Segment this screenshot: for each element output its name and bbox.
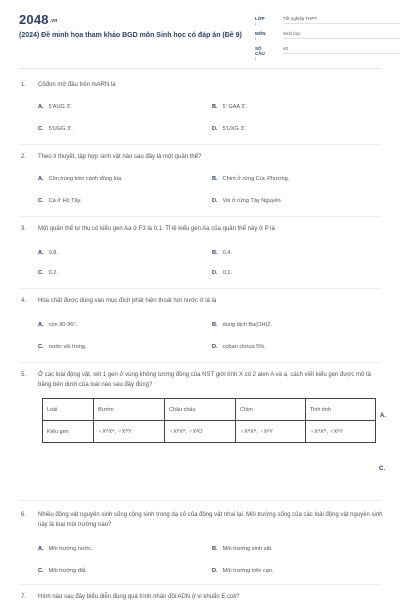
table-row	[43, 421, 376, 443]
table-header-row	[43, 399, 376, 421]
question-stem: Một quần thể tự thụ có kiểu gen Aa ở F3 là 0,1. Tỉ lệ kiểu gen Aa của quần thể này ở P là	[38, 226, 275, 232]
option-text: cồn 90-96°.	[48, 322, 78, 328]
table-cell: ♀XᴬXᴬ, ♂XᵃO	[164, 421, 235, 443]
option-text: 0,2.	[48, 270, 58, 276]
option-letter: B.	[212, 176, 218, 182]
question-number: 6.	[21, 512, 27, 518]
option-letter: A.	[38, 546, 44, 552]
genotype-table	[42, 398, 376, 443]
question-stem: Ở các loài động vật, xét 1 gen ở vùng không tương đồng của NST giới tính X có 2 alen A và a, cách viết kiểu gen được mô tả bảng bên dưới của loài nào sau đây đúng?	[38, 372, 371, 388]
answer-option[interactable]	[212, 568, 274, 574]
question-divider	[19, 362, 381, 363]
option-letter: D.	[212, 270, 218, 276]
logo-suffix: .vn	[49, 17, 58, 24]
option-text: Môi trường đất.	[48, 568, 88, 574]
answer-option[interactable]	[212, 176, 289, 182]
question-stem: Côđon mở đầu trên mARN là	[38, 82, 116, 88]
answer-option[interactable]	[38, 126, 73, 132]
option-text: Môi trường trên cạn.	[222, 568, 274, 574]
answer-option[interactable]	[212, 344, 266, 350]
option-letter: C.	[38, 198, 44, 204]
option-letter: B.	[212, 250, 218, 256]
question-divider	[19, 500, 381, 501]
option-text: Chim ở rừng Cúc Phương.	[222, 176, 290, 182]
answer-option[interactable]	[212, 250, 232, 256]
answer-option[interactable]: C.	[379, 466, 385, 472]
answer-option[interactable]	[212, 322, 272, 328]
answer-option[interactable]	[38, 198, 82, 204]
option-text: Cá ở Hồ Tây.	[48, 198, 82, 204]
table-cell: ♀XᴬXᴬ, ♂XᴬY	[94, 421, 165, 443]
answer-option[interactable]	[212, 198, 282, 204]
meta-count-value: 40	[283, 46, 400, 54]
option-text: 0,4.	[222, 250, 232, 256]
meta-count-label: SỐ CÂU :	[255, 46, 265, 61]
table-header-cell: Chim	[235, 399, 305, 421]
question-number: 2.	[21, 154, 27, 160]
option-letter: D.	[212, 198, 218, 204]
question-number: 4.	[21, 298, 27, 304]
option-text: nước vôi trong.	[48, 344, 87, 350]
answer-option[interactable]	[212, 546, 273, 552]
answer-option[interactable]	[38, 270, 58, 276]
question-number: 3.	[21, 226, 27, 232]
option-letter: C.	[38, 270, 44, 276]
option-letter: C.	[38, 126, 44, 132]
option-text: 0,1.	[222, 270, 232, 276]
table-header-cell: Loài	[43, 399, 94, 421]
option-text: 0,8.	[48, 250, 58, 256]
option-text: 5'AUG 3'.	[48, 104, 73, 110]
table-header-cell: Tinh tinh	[305, 399, 375, 421]
option-letter: D.	[212, 568, 218, 574]
option-text: Môi trường sinh vật.	[222, 546, 273, 552]
option-text: Côn trùng trên cánh đồng lúa.	[48, 176, 123, 182]
answer-option[interactable]: A.	[380, 413, 386, 419]
answer-option[interactable]	[38, 176, 123, 182]
option-letter: C.	[38, 568, 44, 574]
option-letter: A.	[38, 176, 44, 182]
option-letter: B.	[212, 322, 218, 328]
option-letter: B.	[212, 546, 218, 552]
question-divider	[19, 144, 381, 145]
option-letter: D.	[212, 126, 218, 132]
table-header-cell: Bướm	[94, 399, 165, 421]
option-letter: A.	[38, 104, 44, 110]
question-stem: Hóa chất được dùng vào mục đích phát hiện thoát hơi nước ở lá là	[38, 298, 217, 304]
option-letter: B.	[212, 104, 218, 110]
answer-option[interactable]	[38, 344, 86, 350]
option-text: 5' GAA 3'.	[222, 104, 248, 110]
answer-option[interactable]	[38, 546, 93, 552]
answer-option[interactable]	[38, 568, 87, 574]
table-row-label: Kiểu gen	[43, 421, 94, 443]
header-divider	[19, 68, 381, 69]
document-title: (2024) Đề minh họa tham khảo BGD môn Sinh học có đáp án (Đề 9)	[19, 32, 242, 39]
option-letter: A.	[38, 322, 44, 328]
table-cell: ♂XᴬXᴬ, ♀XᵃY	[235, 421, 305, 443]
answer-option[interactable]	[212, 270, 232, 276]
meta-subject-label: MÔN :	[255, 31, 266, 41]
question-number: 7.	[21, 594, 27, 600]
option-letter: A.	[38, 250, 44, 256]
option-letter: D.	[212, 344, 218, 350]
question-divider	[19, 584, 381, 585]
option-letter: C.	[38, 344, 44, 350]
option-text: 5'UXG 3'.	[222, 126, 247, 132]
question-number: 1.	[21, 82, 27, 88]
table-header-cell: Châu chấu	[164, 399, 235, 421]
question-stem: Hình nào sau đây biểu diễn đúng quá trình nhân đôi ADN ở vi khuẩn E.coli?	[38, 594, 240, 600]
document-header	[0, 0, 400, 64]
logo-text: 2048	[19, 12, 49, 27]
meta-subject-value: Sinh học	[283, 31, 400, 39]
meta-class-value: Tốt nghiệp THPT	[283, 16, 400, 24]
table-cell: ♀XᴬXᴬ, ♂XᵃY	[305, 421, 375, 443]
option-text: Môi trường nước.	[48, 546, 93, 552]
site-logo[interactable]	[19, 12, 58, 27]
question-divider	[19, 216, 381, 217]
option-text: 5'UGG 3'.	[48, 126, 73, 132]
option-text: Voi ở rừng Tây Nguyên.	[222, 198, 283, 204]
question-stem: Theo lí thuyết, tập hợp sinh vật nào sau đây là một quần thể?	[38, 154, 202, 160]
answer-option[interactable]	[38, 104, 72, 110]
option-text: dung dịch Ba(OH)2.	[222, 322, 273, 328]
question-stem: Nhiều động vật nguyên sinh sống cộng sinh trong dạ cỏ của động vật nhai lại. Môi trường sống của các loài động vật nguyên sinh này là loại môi trường nào?	[38, 512, 383, 528]
question-divider	[19, 288, 381, 289]
meta-class-label: LỚP :	[255, 16, 265, 26]
answer-option[interactable]	[38, 250, 58, 256]
answer-option[interactable]	[38, 322, 77, 328]
question-number: 5.	[21, 372, 27, 378]
answer-option[interactable]	[212, 104, 247, 110]
option-text: coban clorua 5%.	[222, 344, 266, 350]
answer-option[interactable]	[212, 126, 246, 132]
